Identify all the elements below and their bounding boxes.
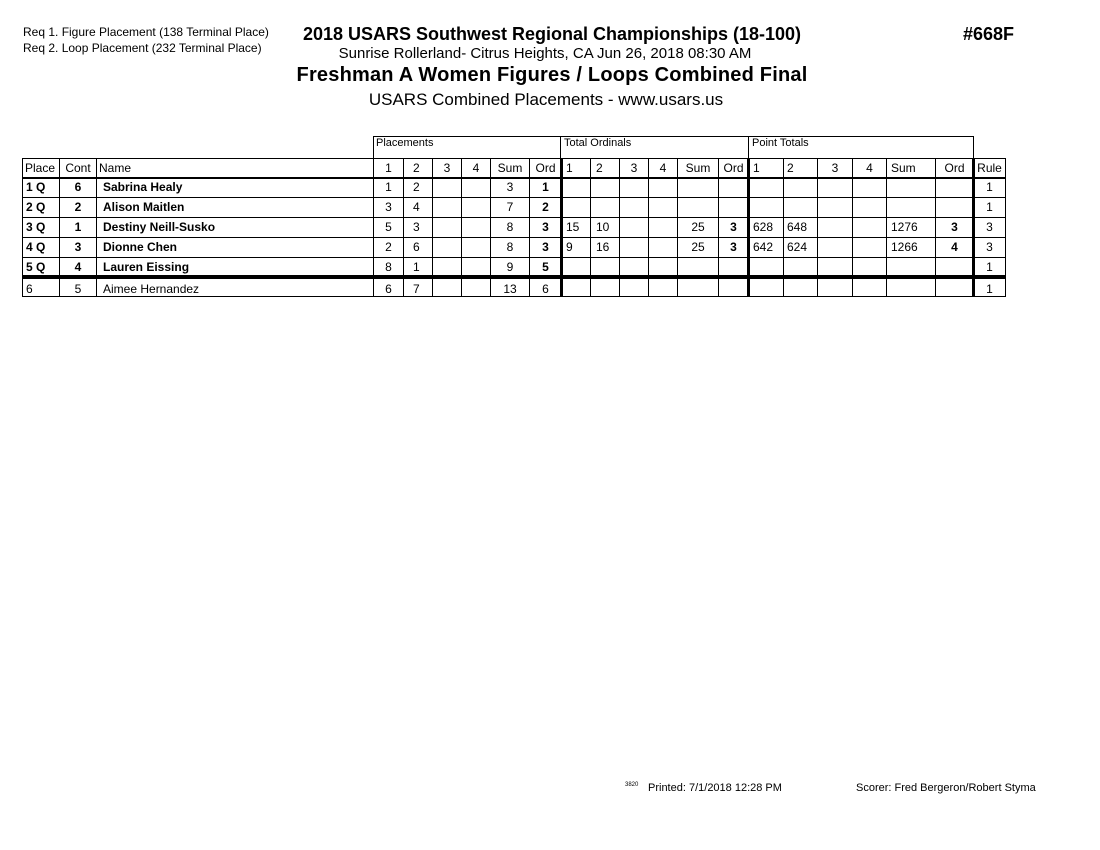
column-header-1: Cont: [65, 161, 91, 175]
table-cell: [433, 218, 461, 238]
table-cell: [749, 280, 783, 300]
column-header-0: Place: [25, 161, 56, 175]
table-cell: [649, 178, 677, 198]
table-cell: 4: [413, 200, 420, 214]
table-cell: [853, 238, 886, 258]
table-cell: [936, 198, 973, 218]
table-cell: [433, 238, 461, 258]
table-cell: 1 Q: [26, 180, 46, 194]
table-cell: [649, 280, 677, 300]
column-header-9: 1: [566, 161, 573, 175]
column-header-21: Rule: [977, 161, 1002, 175]
event-location: Sunrise Rollerland- Citrus Heights, CA Jun 26, 2018 08:30 AM: [338, 45, 752, 62]
table-cell: [678, 280, 718, 300]
table-cell: [853, 218, 886, 238]
column-header-8: Ord: [535, 161, 556, 175]
column-header-18: 4: [866, 161, 873, 175]
table-cell: [749, 178, 783, 198]
table-cell: [649, 258, 677, 278]
column-header-10: 2: [596, 161, 603, 175]
requirement-loop: Req 2. Loop Placement (232 Terminal Place): [23, 41, 262, 55]
table-cell: 1: [542, 180, 549, 194]
table-cell: [620, 258, 648, 278]
table-cell: [818, 280, 852, 300]
table-cell: [719, 198, 748, 218]
table-cell: 5: [542, 260, 549, 274]
table-cell: 2: [385, 240, 392, 254]
table-cell: [591, 280, 619, 300]
table-cell: [784, 280, 817, 300]
printed-timestamp: Printed: 7/1/2018 12:28 PM: [648, 782, 782, 794]
table-cell: [433, 258, 461, 278]
table-cell: 648: [787, 220, 808, 234]
table-cell: 628: [753, 220, 774, 234]
table-cell: 5 Q: [26, 260, 46, 274]
table-cell: 4: [951, 240, 958, 254]
table-cell: 7: [506, 200, 514, 214]
table-cell: Destiny Neill-Susko: [103, 220, 216, 234]
table-cell: [853, 198, 886, 218]
column-divider-22: [1005, 158, 1006, 297]
table-cell: [591, 178, 619, 198]
division-title: Freshman A Women Figures / Loops Combined Final: [296, 64, 808, 86]
column-header-11: 3: [630, 161, 638, 175]
table-cell: 3: [986, 220, 993, 234]
table-cell: [591, 258, 619, 278]
table-cell: 1266: [891, 240, 918, 254]
table-cell: 1: [986, 180, 993, 194]
table-cell: [853, 178, 886, 198]
table-cell: 2: [74, 200, 82, 214]
group-point-totals: Point Totals: [752, 137, 809, 149]
table-cell: Dionne Chen: [103, 240, 177, 254]
table-cell: [719, 280, 748, 300]
header-top-line: [22, 158, 1006, 159]
table-cell: [853, 258, 886, 278]
table-cell: 5: [74, 282, 82, 296]
page-code: 3820: [625, 782, 639, 788]
table-cell: [649, 198, 677, 218]
table-cell: 1: [413, 260, 420, 274]
table-cell: [562, 178, 590, 198]
column-header-3: 1: [385, 161, 392, 175]
column-header-16: 2: [787, 161, 794, 175]
table-cell: 6: [542, 282, 549, 296]
table-cell: 8: [506, 220, 514, 234]
column-header-6: 4: [472, 161, 480, 175]
table-cell: 3: [413, 220, 420, 234]
group-header-divider-0: [373, 136, 374, 158]
table-cell: Sabrina Healy: [103, 180, 183, 194]
table-cell: [818, 218, 852, 238]
table-cell: 3: [951, 220, 958, 234]
table-cell: [462, 280, 490, 300]
table-cell: [462, 238, 490, 258]
table-cell: 2: [542, 200, 549, 214]
group-header-divider-3: [973, 136, 974, 158]
table-cell: [462, 178, 490, 198]
table-cell: 6: [74, 180, 82, 194]
table-cell: 2: [413, 180, 420, 194]
table-cell: [678, 178, 718, 198]
table-cell: [936, 178, 973, 198]
table-cell: 10: [596, 220, 610, 234]
column-header-19: Sum: [891, 161, 916, 175]
table-cell: 3: [730, 220, 737, 234]
table-cell: 8: [506, 240, 514, 254]
column-header-2: Name: [99, 161, 132, 175]
column-header-17: 3: [831, 161, 839, 175]
placement-source: USARS Combined Placements - www.usars.us: [368, 90, 724, 109]
table-cell: [887, 198, 935, 218]
table-cell: [749, 258, 783, 278]
table-cell: [719, 178, 748, 198]
table-cell: 25: [691, 240, 705, 254]
column-header-12: 4: [659, 161, 667, 175]
table-cell: [620, 280, 648, 300]
table-cell: [818, 238, 852, 258]
table-cell: [620, 178, 648, 198]
table-cell: 25: [691, 220, 705, 234]
table-cell: Lauren Eissing: [103, 260, 190, 274]
table-cell: Alison Maitlen: [103, 200, 185, 214]
event-number: #668F: [963, 24, 1015, 44]
table-cell: [462, 218, 490, 238]
table-cell: 1: [986, 200, 993, 214]
table-cell: 3 Q: [26, 220, 46, 234]
table-cell: 3: [385, 200, 392, 214]
table-cell: 15: [566, 220, 580, 234]
requirement-figure: Req 1. Figure Placement (138 Terminal Place): [23, 25, 269, 39]
table-cell: 9: [506, 260, 514, 274]
table-cell: 1276: [891, 220, 918, 234]
table-cell: 1: [986, 282, 993, 296]
event-title: 2018 USARS Southwest Regional Championships (18-100): [302, 24, 802, 44]
table-cell: 624: [787, 240, 808, 254]
group-header-divider-2: [748, 136, 749, 158]
column-header-7: Sum: [497, 161, 523, 175]
table-cell: [462, 258, 490, 278]
table-cell: 6: [26, 282, 33, 296]
table-cell: [936, 280, 973, 300]
table-cell: 8: [385, 260, 392, 274]
scorer-names: Scorer: Fred Bergeron/Robert Styma: [856, 782, 1036, 794]
table-cell: [818, 198, 852, 218]
table-cell: 3: [730, 240, 737, 254]
column-header-5: 3: [443, 161, 451, 175]
table-cell: [887, 280, 935, 300]
table-cell: [433, 178, 461, 198]
table-cell: [620, 218, 648, 238]
table-cell: 3: [74, 240, 82, 254]
table-cell: [784, 258, 817, 278]
table-cell: [678, 258, 718, 278]
column-header-14: Ord: [723, 161, 744, 175]
table-cell: [591, 198, 619, 218]
table-cell: [749, 198, 783, 218]
table-cell: [853, 280, 886, 300]
column-header-15: 1: [753, 161, 760, 175]
table-cell: 9: [566, 240, 573, 254]
table-cell: 6: [413, 240, 420, 254]
group-header-top-line: [373, 136, 974, 137]
table-cell: 4 Q: [26, 240, 46, 254]
table-cell: [562, 198, 590, 218]
column-header-13: Sum: [685, 161, 711, 175]
table-cell: 5: [385, 220, 392, 234]
table-cell: 3: [986, 240, 993, 254]
table-cell: [887, 178, 935, 198]
table-cell: [719, 258, 748, 278]
table-cell: [562, 258, 590, 278]
table-cell: 7: [413, 282, 420, 296]
table-cell: [784, 178, 817, 198]
table-cell: 1: [986, 260, 993, 274]
group-header-divider-1: [560, 136, 561, 158]
table-cell: 4: [74, 260, 82, 274]
table-cell: 13: [503, 282, 517, 296]
table-cell: [887, 258, 935, 278]
table-cell: [678, 198, 718, 218]
table-cell: 1: [385, 180, 392, 194]
table-cell: [818, 178, 852, 198]
table-cell: 642: [753, 240, 774, 254]
column-header-4: 2: [413, 161, 420, 175]
table-cell: [649, 218, 677, 238]
table-cell: [620, 198, 648, 218]
table-cell: [562, 280, 590, 300]
table-cell: [936, 258, 973, 278]
table-cell: Aimee Hernandez: [103, 282, 200, 296]
table-cell: 6: [385, 282, 392, 296]
table-cell: [462, 198, 490, 218]
table-cell: 3: [542, 240, 549, 254]
table-cell: [818, 258, 852, 278]
table-cell: 16: [596, 240, 610, 254]
table-cell: [433, 280, 461, 300]
table-cell: 2 Q: [26, 200, 46, 214]
table-cell: [433, 198, 461, 218]
table-cell: [649, 238, 677, 258]
column-header-20: Ord: [944, 161, 965, 175]
group-placements: Placements: [376, 137, 434, 149]
table-cell: 3: [542, 220, 549, 234]
table-cell: [620, 238, 648, 258]
table-cell: 3: [506, 180, 514, 194]
table-cell: 1: [74, 220, 82, 234]
group-total-ordinals: Total Ordinals: [564, 137, 632, 149]
table-cell: [784, 198, 817, 218]
